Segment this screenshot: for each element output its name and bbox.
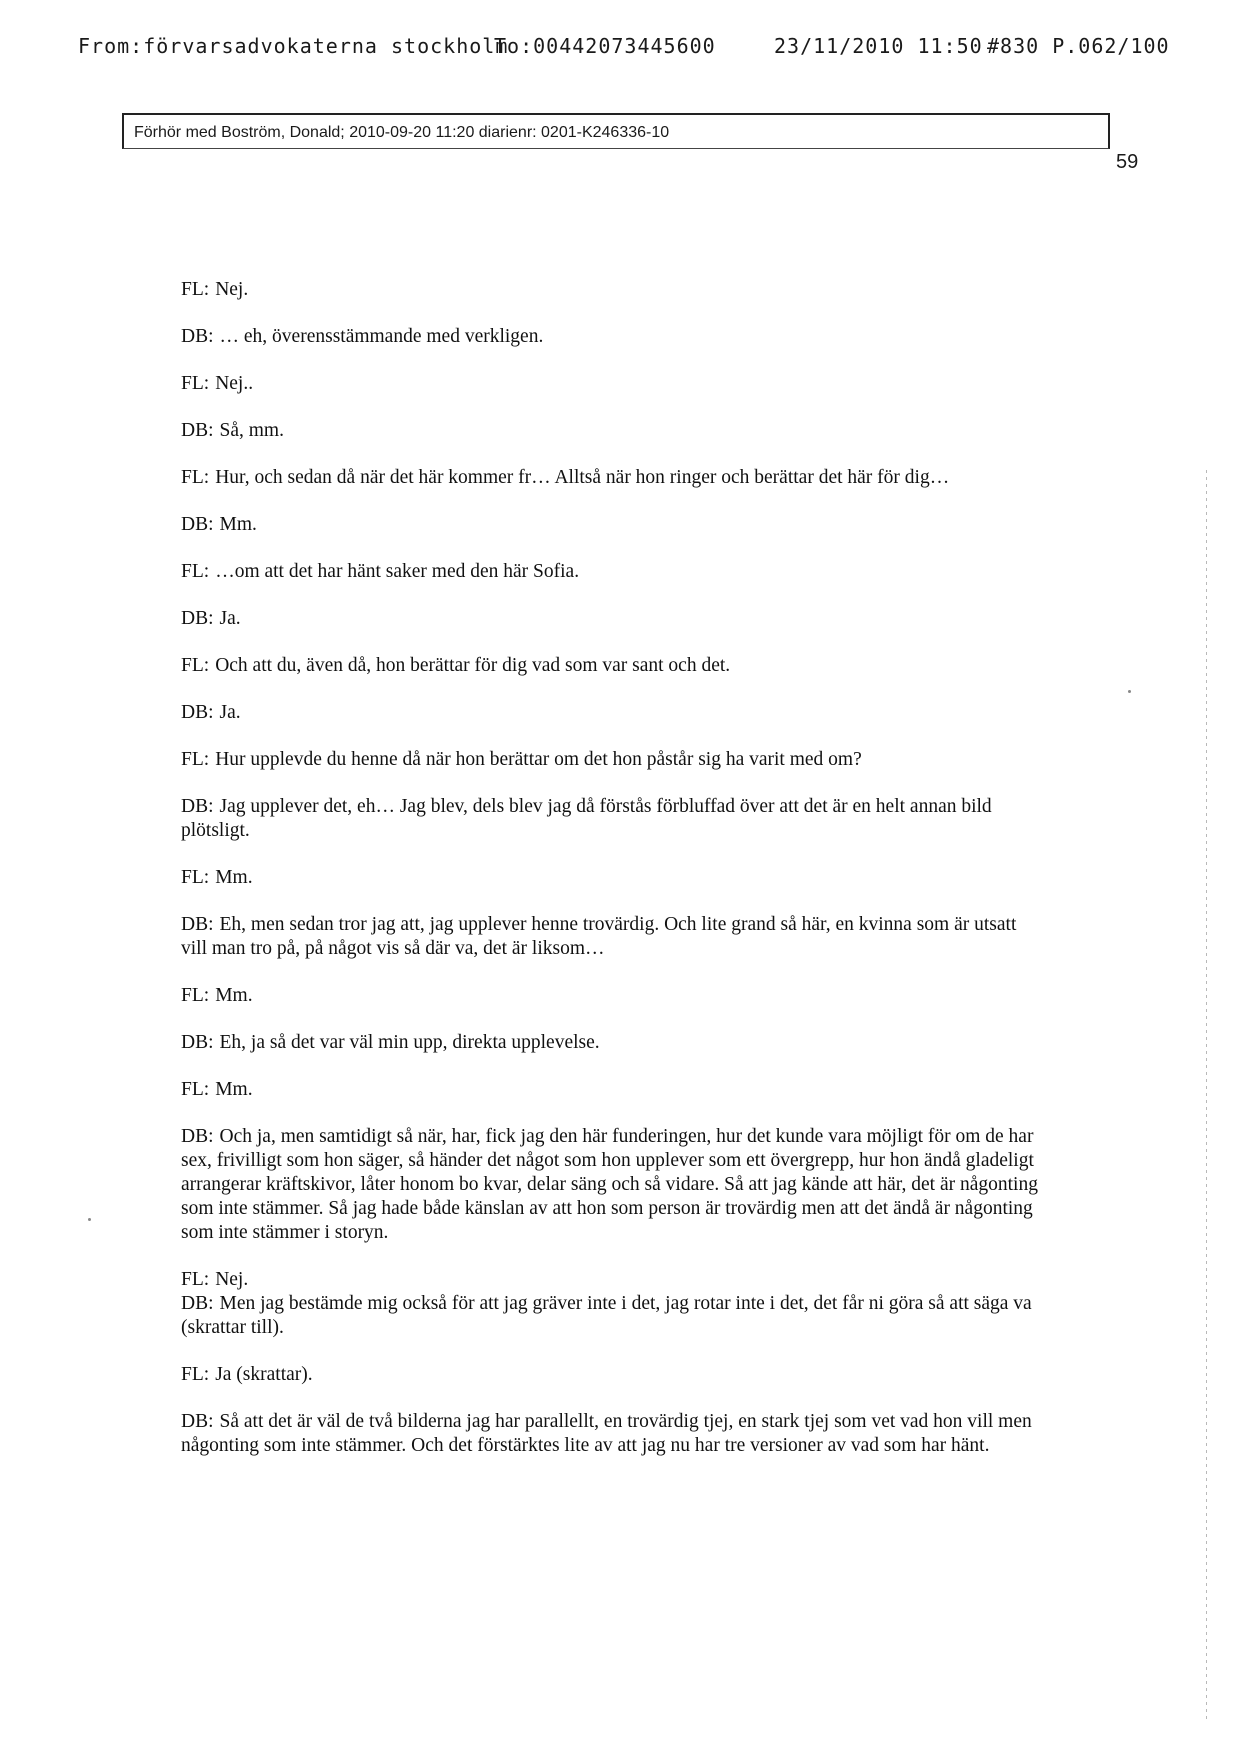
transcript-turn — [181, 984, 1041, 1008]
turn-text: Jag upplever det, eh… Jag blev, dels blev jag då förstås förbluffad över att det är en helt annan bild plötsligt. — [181, 796, 992, 841]
speaker-label: FL: — [181, 279, 210, 300]
speaker-label: FL: — [181, 373, 210, 394]
turn-text: …om att det har hänt saker med den här Sofia. — [215, 561, 580, 582]
turn-text: Mm. — [219, 514, 257, 535]
transcript-turn — [181, 1363, 1041, 1387]
speaker-label: FL: — [181, 1364, 210, 1385]
turn-text: … eh, överensstämmande med verkligen. — [219, 326, 544, 347]
turn-text: Ja (skrattar). — [215, 1364, 313, 1385]
speaker-label: FL: — [181, 985, 210, 1006]
turn-text: Så, mm. — [219, 420, 284, 441]
fax-header — [78, 34, 1168, 64]
speaker-label: FL: — [181, 1079, 210, 1100]
scan-speck — [1128, 690, 1131, 693]
turn-text: Men jag bestämde mig också för att jag gräver inte i det, jag rotar inte i det, det får ni göra så att säga va (skrattar till). — [181, 1293, 1032, 1338]
turn-text: Och ja, men samtidigt så när, har, fick jag den här funderingen, hur det kunde vara möjligt för om de har sex, frivilligt som hon säger, så händer det något som hon upplever som ett övergrepp, hur hon ändå gladeligt arrangerar kräftskivor, låter honom bo kvar, delar säng och så vidare. Så att jag kände att här, det är någonting som inte stämmer. Så jag hade både känslan av att hon som person är trovärdig men att det ändå är någonting som inte stämmer i storyn. — [181, 1126, 1038, 1243]
transcript-turn — [181, 795, 1041, 843]
speaker-label: DB: — [181, 514, 214, 535]
transcript-turn — [181, 278, 1041, 302]
speaker-label: DB: — [181, 1032, 214, 1053]
transcript-turn — [181, 560, 1041, 584]
transcript-turn — [181, 1125, 1041, 1245]
transcript-turn — [181, 372, 1041, 396]
turn-text: Nej. — [215, 1269, 249, 1290]
scan-speck — [88, 1218, 91, 1221]
turn-text: Och att du, även då, hon berättar för dig vad som var sant och det. — [215, 655, 731, 676]
transcript — [181, 278, 1041, 1481]
speaker-label: FL: — [181, 561, 210, 582]
speaker-label: DB: — [181, 1126, 214, 1147]
speaker-label: FL: — [181, 467, 210, 488]
turn-text: Hur upplevde du henne då när hon berättar om det hon påstår sig ha varit med om? — [215, 749, 862, 770]
fax-from: From:förvarsadvokaterna stockholm — [78, 34, 509, 58]
speaker-label: FL: — [181, 655, 210, 676]
transcript-turn — [181, 748, 1041, 772]
turn-text: Ja. — [219, 608, 241, 629]
fax-to: To:00442073445600 — [494, 34, 716, 58]
transcript-turn — [181, 1031, 1041, 1055]
turn-text: Mm. — [215, 1079, 253, 1100]
speaker-label: DB: — [181, 608, 214, 629]
turn-text: Nej.. — [215, 373, 254, 394]
fax-page-counter: #830 P.062/100 — [987, 34, 1170, 58]
transcript-turn — [181, 701, 1041, 725]
turn-text: Mm. — [215, 867, 253, 888]
document-header-box — [122, 113, 1110, 149]
document-header-title: Förhör med Boström, Donald; 2010-09-20 11:20 diarienr: 0201-K246336-10 — [134, 124, 670, 141]
transcript-turn — [181, 654, 1041, 678]
transcript-turn — [181, 325, 1041, 349]
scan-edge-line — [1206, 470, 1207, 1720]
transcript-turn — [181, 913, 1041, 961]
speaker-label: FL: — [181, 1269, 210, 1290]
speaker-label: DB: — [181, 420, 214, 441]
transcript-turn — [181, 1078, 1041, 1102]
turn-text: Så att det är väl de två bilderna jag har parallellt, en trovärdig tjej, en stark tjej som vet vad hon vill men någonting som inte stämmer. Och det förstärktes lite av att jag nu har tre versioner av vad som har hänt. — [181, 1411, 1032, 1456]
speaker-label: DB: — [181, 702, 214, 723]
transcript-turn — [181, 1292, 1041, 1340]
turn-text: Eh, ja så det var väl min upp, direkta upplevelse. — [219, 1032, 600, 1053]
transcript-turn — [181, 419, 1041, 443]
speaker-label: DB: — [181, 796, 214, 817]
page-number: 59 — [1116, 151, 1139, 173]
speaker-label: FL: — [181, 749, 210, 770]
turn-text: Eh, men sedan tror jag att, jag upplever henne trovärdig. Och lite grand så här, en kvinna som är utsatt vill man tro på, på något vis så där va, det är liksom… — [181, 914, 1017, 959]
turn-text: Nej. — [215, 279, 249, 300]
speaker-label: DB: — [181, 326, 214, 347]
speaker-label: DB: — [181, 1411, 214, 1432]
transcript-turn — [181, 1410, 1041, 1458]
turn-text: Hur, och sedan då när det här kommer fr… Alltså när hon ringer och berättar det här för dig… — [215, 467, 950, 488]
transcript-turn — [181, 466, 1041, 490]
speaker-label: FL: — [181, 867, 210, 888]
turn-text: Mm. — [215, 985, 253, 1006]
speaker-label: DB: — [181, 1293, 214, 1314]
transcript-turn — [181, 513, 1041, 537]
transcript-turn — [181, 1268, 1041, 1292]
transcript-turn — [181, 607, 1041, 631]
fax-datetime: 23/11/2010 11:50 — [774, 34, 983, 58]
turn-text: Ja. — [219, 702, 241, 723]
transcript-turn — [181, 866, 1041, 890]
speaker-label: DB: — [181, 914, 214, 935]
